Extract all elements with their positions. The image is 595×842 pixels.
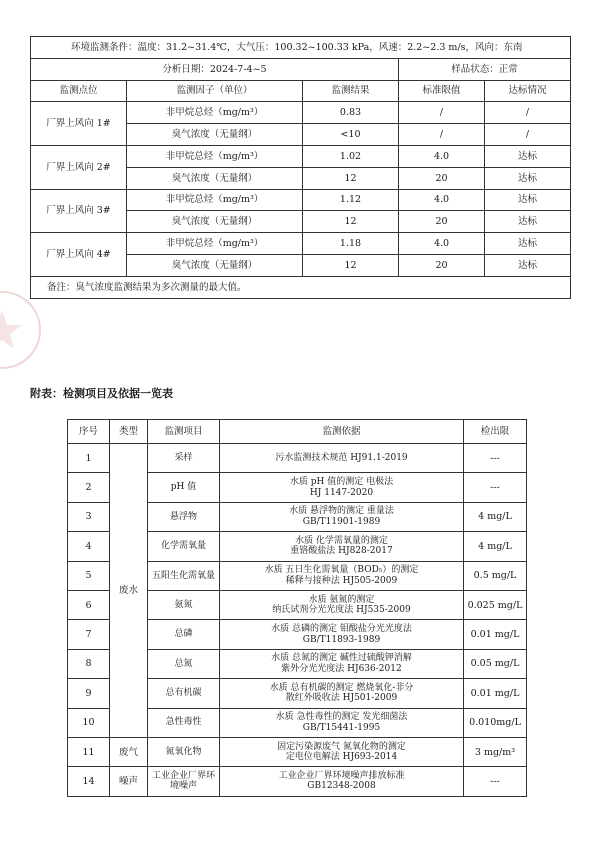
detection-limit: 0.025 mg/L xyxy=(464,590,527,619)
basis-line: HJ 1147-2020 xyxy=(309,487,374,498)
row-number: 11 xyxy=(68,737,110,766)
detection-limit: 0.01 mg/L xyxy=(464,679,527,708)
monitoring-factor: 非甲烷总烃（mg/m³） xyxy=(127,233,303,255)
monitoring-point: 厂界上风向 4# xyxy=(31,233,127,277)
detection-limit: 0.5 mg/L xyxy=(464,561,527,590)
monitoring-result: 12 xyxy=(303,211,399,233)
row-number: 10 xyxy=(68,708,110,737)
monitoring-factor: 臭气浓度（无量纲） xyxy=(127,124,303,146)
monitoring-item: 工业企业厂界环境噪声 xyxy=(148,767,220,796)
monitoring-result: 12 xyxy=(303,254,399,276)
table-row xyxy=(68,767,527,796)
standard-limit: 20 xyxy=(399,254,485,276)
monitoring-basis xyxy=(220,767,464,796)
basis-line: GB/T15441-1995 xyxy=(302,722,381,733)
basis-line: 稀释与接种法 HJ505-2009 xyxy=(285,575,398,586)
column-header: 标准限值 xyxy=(399,80,485,102)
sample-status: 样品状态：正常 xyxy=(399,58,571,80)
table-row xyxy=(31,145,571,167)
basis-line: 定电位电解法 HJ693-2014 xyxy=(285,752,398,763)
monitoring-factor: 臭气浓度（无量纲） xyxy=(127,167,303,189)
row-number: 4 xyxy=(68,532,110,561)
monitoring-basis xyxy=(220,620,464,649)
appendix-title: 附表：检测项目及依据一览表 xyxy=(30,387,173,400)
monitoring-item: 总磷 xyxy=(148,620,220,649)
analysis-date: 分析日期：2024-7-4~5 xyxy=(31,58,399,80)
monitoring-result: 0.83 xyxy=(303,102,399,124)
monitoring-item: 悬浮物 xyxy=(148,502,220,531)
monitoring-result: <10 xyxy=(303,124,399,146)
row-number: 14 xyxy=(68,767,110,796)
basis-line: 重铬酸盐法 HJ828-2017 xyxy=(290,546,393,557)
basis-line: 水质 总磷的测定 钼酸盐分光光度法 xyxy=(271,624,412,635)
monitoring-basis xyxy=(220,561,464,590)
column-header: 序号 xyxy=(68,420,110,444)
basis-line: 散红外吸收法 HJ501-2009 xyxy=(285,693,398,704)
compliance-status: 达标 xyxy=(485,233,571,255)
row-number: 7 xyxy=(68,620,110,649)
basis-line: 紫外分光光度法 HJ636-2012 xyxy=(281,663,402,674)
standard-limit: 20 xyxy=(399,211,485,233)
monitoring-basis xyxy=(220,473,464,502)
column-header: 监测结果 xyxy=(303,80,399,102)
monitoring-item: 总氮 xyxy=(148,649,220,678)
monitoring-result: 1.18 xyxy=(303,233,399,255)
standard-limit: / xyxy=(399,102,485,124)
monitoring-result: 1.12 xyxy=(303,189,399,211)
category-type: 噪声 xyxy=(110,767,148,796)
basis-line: 固定污染源废气 氮氧化物的测定 xyxy=(277,741,406,752)
monitoring-basis xyxy=(220,708,464,737)
column-header: 监测点位 xyxy=(31,80,127,102)
column-header: 监测因子（单位） xyxy=(127,80,303,102)
basis-line: 纳氏试剂分光光度法 HJ535-2009 xyxy=(272,605,411,616)
compliance-status: 达标 xyxy=(485,189,571,211)
detection-limit: 4 mg/L xyxy=(464,532,527,561)
env-conditions: 环境监测条件：温度：31.2~31.4℃，大气压：100.32~100.33 kPa，风速：2.2~2.3 m/s，风向：东南 xyxy=(31,37,571,59)
basis-line: 水质 悬浮物的测定 重量法 xyxy=(289,506,394,517)
standard-limit: 4.0 xyxy=(399,233,485,255)
table-note: 备注：臭气浓度监测结果为多次测量的最大值。 xyxy=(31,276,571,298)
monitoring-factor: 臭气浓度（无量纲） xyxy=(127,254,303,276)
monitoring-item: 采样 xyxy=(148,444,220,473)
monitoring-result: 12 xyxy=(303,167,399,189)
standard-limit: 20 xyxy=(399,167,485,189)
column-header: 类型 xyxy=(110,420,148,444)
basis-line: GB12348-2008 xyxy=(307,781,376,792)
row-number: 6 xyxy=(68,590,110,619)
monitoring-point: 厂界上风向 1# xyxy=(31,102,127,146)
compliance-status: 达标 xyxy=(485,211,571,233)
column-header: 检出限 xyxy=(464,420,527,444)
standard-limit: 4.0 xyxy=(399,189,485,211)
detection-limit: --- xyxy=(464,473,527,502)
monitoring-factor: 非甲烷总烃（mg/m³） xyxy=(127,145,303,167)
table-row xyxy=(68,444,527,473)
compliance-status: 达标 xyxy=(485,254,571,276)
detection-limit: 3 mg/m³ xyxy=(464,737,527,766)
category-type: 废水 xyxy=(110,444,148,738)
row-number: 3 xyxy=(68,502,110,531)
monitoring-basis xyxy=(220,590,464,619)
detection-limit: 0.05 mg/L xyxy=(464,649,527,678)
appendix-table xyxy=(67,419,527,797)
monitoring-factor: 非甲烷总烃（mg/m³） xyxy=(127,189,303,211)
basis-line: GB/T11901-1989 xyxy=(302,516,381,527)
monitoring-item: 急性毒性 xyxy=(148,708,220,737)
table-row xyxy=(31,102,571,124)
compliance-status: / xyxy=(485,102,571,124)
basis-line: 污水监测技术规范 HJ91.1-2019 xyxy=(275,452,408,463)
monitoring-item: 五阳生化需氧量 xyxy=(148,561,220,590)
row-number: 8 xyxy=(68,649,110,678)
row-number: 5 xyxy=(68,561,110,590)
standard-limit: 4.0 xyxy=(399,145,485,167)
basis-line: GB/T11893-1989 xyxy=(302,634,381,645)
monitoring-basis xyxy=(220,532,464,561)
monitoring-factor: 臭气浓度（无量纲） xyxy=(127,211,303,233)
monitoring-basis xyxy=(220,679,464,708)
category-type: 废气 xyxy=(110,737,148,766)
monitoring-factor: 非甲烷总烃（mg/m³） xyxy=(127,102,303,124)
table-row xyxy=(31,233,571,255)
compliance-status: / xyxy=(485,124,571,146)
basis-line: 水质 总氮的测定 碱性过硫酸钾消解 xyxy=(271,653,412,664)
monitoring-point: 厂界上风向 3# xyxy=(31,189,127,233)
table-row xyxy=(31,189,571,211)
basis-line: 水质 氨氮的测定 xyxy=(308,594,375,605)
column-header: 监测项目 xyxy=(148,420,220,444)
row-number: 9 xyxy=(68,679,110,708)
row-number: 1 xyxy=(68,444,110,473)
monitoring-basis xyxy=(220,444,464,473)
detection-limit: --- xyxy=(464,767,527,796)
monitoring-basis xyxy=(220,737,464,766)
monitoring-item: 化学需氧量 xyxy=(148,532,220,561)
table-row xyxy=(68,737,527,766)
basis-line: 水质 总有机碳的测定 燃烧氧化-非分 xyxy=(269,682,414,693)
compliance-status: 达标 xyxy=(485,167,571,189)
column-header: 达标情况 xyxy=(485,80,571,102)
monitoring-item: 氮氧化物 xyxy=(148,737,220,766)
detection-limit: --- xyxy=(464,444,527,473)
monitoring-basis xyxy=(220,649,464,678)
detection-limit: 0.01 mg/L xyxy=(464,620,527,649)
monitoring-basis xyxy=(220,502,464,531)
row-number: 2 xyxy=(68,473,110,502)
detection-limit: 0.010mg/L xyxy=(464,708,527,737)
compliance-status: 达标 xyxy=(485,145,571,167)
monitoring-item: pH 值 xyxy=(148,473,220,502)
basis-line: 水质 化学需氧量的测定 xyxy=(295,535,388,546)
monitoring-item: 总有机碳 xyxy=(148,679,220,708)
basis-line: 水质 急性毒性的测定 发光细菌法 xyxy=(275,712,408,723)
detection-limit: 4 mg/L xyxy=(464,502,527,531)
monitoring-results-table xyxy=(30,36,571,299)
monitoring-item: 氨氮 xyxy=(148,590,220,619)
basis-line: 水质 pH 值的测定 电极法 xyxy=(289,477,394,488)
monitoring-point: 厂界上风向 2# xyxy=(31,145,127,189)
basis-line: 工业企业厂界环境噪声排放标准 xyxy=(278,770,405,781)
column-header: 监测依据 xyxy=(220,420,464,444)
basis-line: 水质 五日生化需氧量（BOD₅）的测定 xyxy=(264,565,419,576)
standard-limit: / xyxy=(399,124,485,146)
monitoring-result: 1.02 xyxy=(303,145,399,167)
